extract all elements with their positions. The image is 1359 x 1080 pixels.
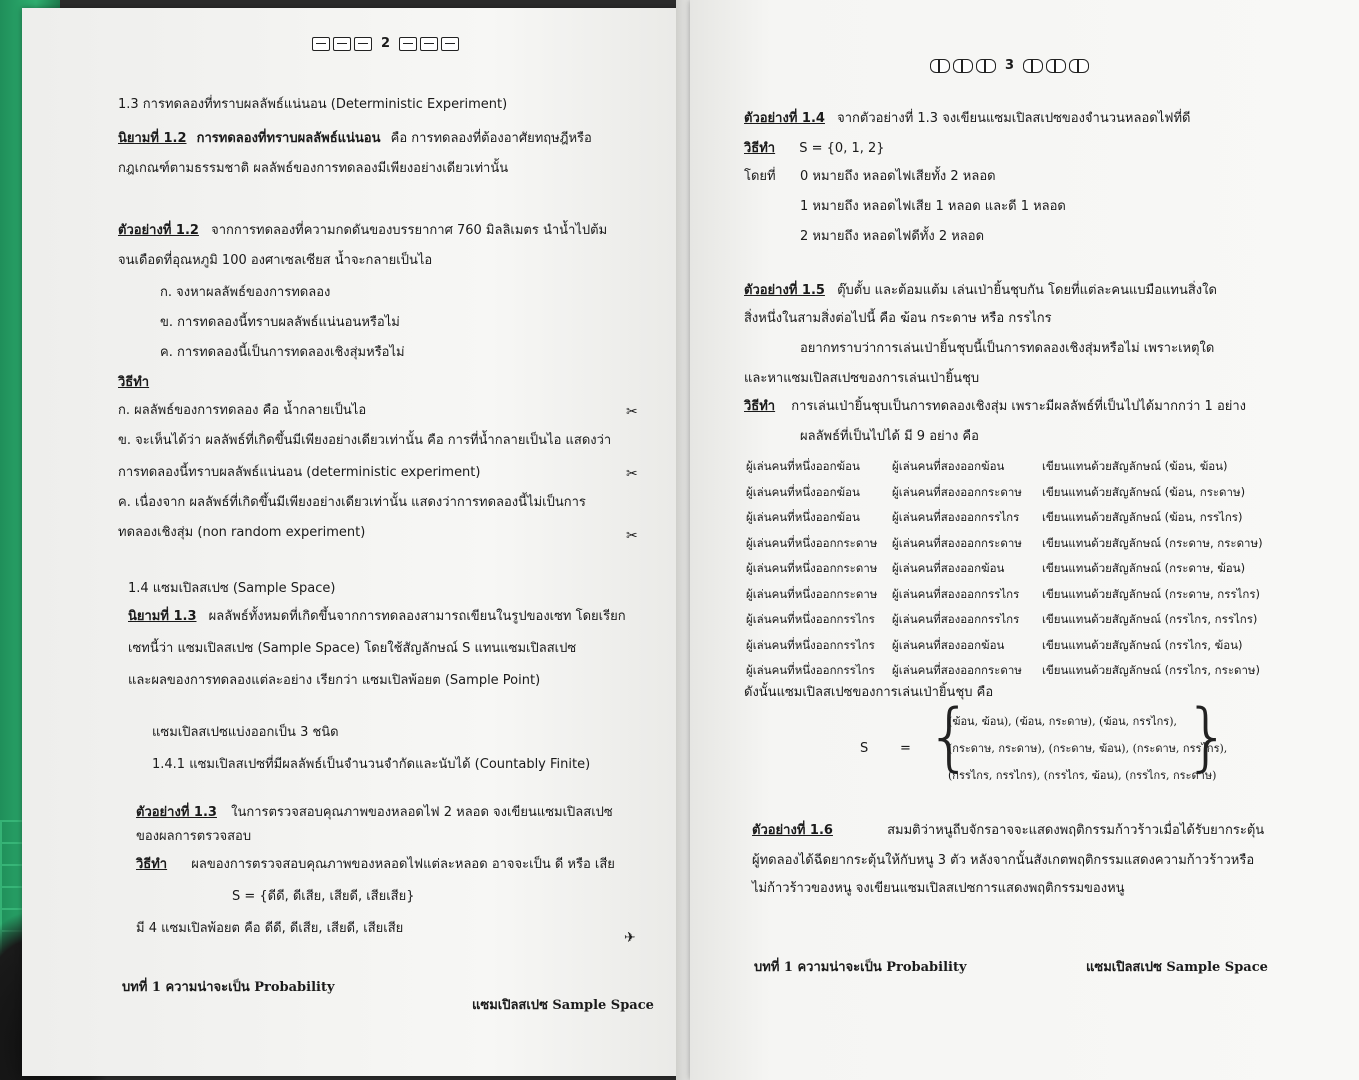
header-ornament-icon	[953, 59, 973, 73]
set-line: (กรรไกร, กรรไกร), (กรรไกร, ฆ้อน), (กรรไกร, กระดาษ)	[948, 769, 1217, 782]
sample-space-set: S = {ดีดี, ดีเสีย, เสียดี, เสียเสีย}	[232, 889, 415, 904]
player1-cell: ผู้เล่นคนที่หนึ่งออกกรรไกร	[746, 637, 875, 652]
end-mark-icon: ✈	[624, 930, 636, 946]
definition-text: กฎเกณฑ์ตามธรรมชาติ ผลลัพธ์ของการทดลองมีเพียงอย่างเดียวเท่านั้น	[118, 161, 509, 176]
symbol-cell: เขียนแทนด้วยสัญลักษณ์ (ฆ้อน, กรรไกร)	[1042, 510, 1243, 524]
example-label: ตัวอย่างที่ 1.2	[118, 223, 199, 238]
end-mark-icon: ✂	[626, 466, 638, 482]
meaning-1: 1 หมายถึง หลอดไฟเสีย 1 หลอด และดี 1 หลอด	[800, 199, 1066, 214]
symbol-cell: เขียนแทนด้วยสัญลักษณ์ (ฆ้อน, ฆ้อน)	[1042, 459, 1228, 473]
header-ornament-icon	[930, 59, 950, 73]
example-label: ตัวอย่างที่ 1.3	[136, 805, 217, 820]
definition-text: เซทนี้ว่า แซมเปิลสเปซ (Sample Space) โดยใช้สัญลักษณ์ S แทนแซมเปิลสเปซ	[128, 641, 577, 656]
solution-a: ก. ผลลัพธ์ของการทดลอง คือ น้ำกลายเป็นไอ	[118, 403, 367, 418]
solution-text: ผลลัพธ์ที่เป็นไปได้ มี 9 อย่าง คือ	[800, 429, 979, 444]
example-text: ตุ๊บตั้บ และต้อมแต้ม เล่นเป่ายิ้นชุบกัน โดยที่แต่ละคนแบมือแทนสิ่งใด	[837, 283, 1217, 298]
definition-label: นิยามที่ 1.3	[128, 609, 197, 624]
header-ornament-icon	[354, 37, 372, 51]
player1-cell: ผู้เล่นคนที่หนึ่งออกกระดาษ	[746, 586, 878, 601]
symbol-cell: เขียนแทนด้วยสัญลักษณ์ (กรรไกร, กระดาษ)	[1042, 663, 1260, 677]
example-text: สมมติว่าหนูถีบจักรอาจจะแสดงพฤติกรรมก้าวร้าวเมื่อได้รับยากระตุ้น	[887, 823, 1265, 838]
example-text: ผู้ทดลองได้ฉีดยากระตุ้นให้กับหนู 3 ตัว หลังจากนั้นสังเกตพฤติกรรมแสดงความก้าวร้าวหรือ	[752, 853, 1255, 868]
end-mark-icon: ✂	[626, 404, 638, 420]
header-ornament-icon	[420, 37, 438, 51]
definition-term: การทดลองที่ทราบผลลัพธ์แน่นอน	[196, 131, 381, 146]
player2-cell: ผู้เล่นคนที่สองออกกระดาษ	[892, 535, 1022, 550]
player2-cell: ผู้เล่นคนที่สองออกฆ้อน	[892, 561, 1005, 575]
example-text: ของผลการตรวจสอบ	[136, 829, 252, 844]
header-ornament-icon	[1069, 59, 1089, 73]
player1-cell: ผู้เล่นคนที่หนึ่งออกกระดาษ	[746, 561, 878, 575]
solution-label: วิธีทำ	[136, 857, 168, 872]
example-1-4	[744, 110, 1190, 128]
definition-text: ผลลัพธ์ทั้งหมดที่เกิดขึ้นจากการทดลองสามารถเขียนในรูปของเซท โดยเรียก	[208, 609, 626, 624]
set-label: S	[860, 741, 869, 756]
definition-1-3	[128, 608, 626, 626]
solution-1-5	[744, 398, 1246, 416]
table-row	[746, 454, 1263, 480]
right-page	[690, 0, 1359, 1080]
solution-c-cont: ทดลองเชิงสุ่ม (non random experiment)	[118, 525, 366, 540]
sample-space-types: แซมเปิลสเปซแบ่งออกเป็น 3 ชนิด	[152, 725, 339, 740]
sample-space-set: S = {0, 1, 2}	[799, 141, 885, 156]
table-row	[746, 505, 1263, 531]
example-text: จากการทดลองที่ความกดดันของบรรยากาศ 760 มิลลิเมตร นำน้ำไปต้ม	[211, 223, 608, 238]
solution-text: ผลของการตรวจสอบคุณภาพของหลอดไฟแต่ละหลอด อาจจะเป็น ดี หรือ เสีย	[191, 857, 615, 872]
table-row	[746, 633, 1263, 659]
example-1-2	[118, 222, 607, 240]
header-ornament-icon	[441, 37, 459, 51]
header-ornament-icon	[1023, 59, 1043, 73]
symbol-cell: เขียนแทนด้วยสัญลักษณ์ (กระดาษ, ฆ้อน)	[1042, 561, 1246, 575]
page-number: 3	[1005, 58, 1015, 73]
definition-text: และผลของการทดลองแต่ละอย่าง เรียกว่า แซมเปิลพ้อยต (Sample Point)	[128, 673, 541, 688]
table-row	[746, 556, 1263, 582]
question-b: ข. การทดลองนี้ทราบผลลัพธ์แน่นอนหรือไม่	[160, 315, 400, 330]
sample-point-count: มี 4 แซมเปิลพ้อยต คือ ดีดี, ดีเสีย, เสียดี, เสียเสีย	[136, 921, 404, 936]
page-number: 2	[381, 36, 391, 51]
outcome-table	[746, 454, 1263, 684]
player2-cell: ผู้เล่นคนที่สองออกกรรไกร	[892, 586, 1020, 601]
symbol-cell: เขียนแทนด้วยสัญลักษณ์ (กรรไกร, ฆ้อน)	[1042, 637, 1243, 652]
table-row	[746, 658, 1263, 684]
player1-cell: ผู้เล่นคนที่หนึ่งออกฆ้อน	[746, 459, 860, 473]
solution-label: วิธีทำ	[744, 141, 776, 156]
player1-cell: ผู้เล่นคนที่หนึ่งออกกรรไกร	[746, 663, 875, 677]
player2-cell: ผู้เล่นคนที่สองออกฆ้อน	[892, 459, 1005, 473]
example-text: ไม่ก้าวร้าวของหนู จงเขียนแซมเปิลสเปซการแสดงพฤติกรรมของหนู	[752, 881, 1125, 896]
symbol-cell: เขียนแทนด้วยสัญลักษณ์ (ฆ้อน, กระดาษ)	[1042, 484, 1246, 499]
where-label: โดยที่	[744, 169, 776, 184]
definition-1-2	[118, 130, 592, 148]
player2-cell: ผู้เล่นคนที่สองออกกระดาษ	[892, 484, 1022, 499]
solution-text: การเล่นเป่ายิ้นชุบเป็นการทดลองเชิงสุ่ม เพราะมีผลลัพธ์ที่เป็นไปได้มากกว่า 1 อย่าง	[791, 399, 1247, 414]
player1-cell: ผู้เล่นคนที่หนึ่งออกฆ้อน	[746, 484, 860, 499]
question-a: ก. จงหาผลลัพธ์ของการทดลอง	[160, 285, 331, 300]
example-label: ตัวอย่างที่ 1.4	[744, 111, 825, 126]
header-ornament-icon	[312, 37, 330, 51]
question-c: ค. การทดลองนี้เป็นการทดลองเชิงสุ่มหรือไม่	[160, 345, 405, 360]
table-row	[746, 531, 1263, 557]
solution-1-3	[136, 856, 615, 874]
definition-text: คือ การทดลองที่ต้องอาศัยทฤษฎีหรือ	[390, 131, 592, 146]
table-row	[746, 607, 1263, 633]
solution-b: ข. จะเห็นได้ว่า ผลลัพธ์ที่เกิดขึ้นมีเพียงอย่างเดียวเท่านั้น คือ การที่น้ำกลายเป็นไอ แสดงว่า	[118, 433, 612, 448]
set-equals: =	[900, 741, 911, 756]
player1-cell: ผู้เล่นคนที่หนึ่งออกฆ้อน	[746, 510, 860, 524]
left-page-header	[312, 36, 459, 51]
solution-b-cont: การทดลองนี้ทราบผลลัพธ์แน่นอน (deterministic experiment)	[118, 465, 481, 480]
example-text: และหาแซมเปิลสเปซของการเล่นเป่ายิ้นชุบ	[744, 371, 980, 386]
table-row	[746, 480, 1263, 506]
set-line: (กระดาษ, กระดาษ), (กระดาษ, ฆ้อน), (กระดาษ, กรรไกร),	[948, 742, 1228, 755]
header-ornament-icon	[1046, 59, 1066, 73]
end-mark-icon: ✂	[626, 528, 638, 544]
footer-topic: แซมเปิลสเปซ Sample Space	[1086, 960, 1268, 975]
example-label: ตัวอย่างที่ 1.6	[752, 823, 833, 838]
example-text: สิ่งหนึ่งในสามสิ่งต่อไปนี้ คือ ฆ้อน กระดาษ หรือ กรรไกร	[744, 311, 1052, 326]
right-page-header	[930, 58, 1089, 73]
example-label: ตัวอย่างที่ 1.5	[744, 283, 825, 298]
meaning-0: 0 หมายถึง หลอดไฟเสียทั้ง 2 หลอด	[800, 169, 996, 184]
therefore-text: ดังนั้นแซมเปิลสเปซของการเล่นเป่ายิ้นชุบ คือ	[744, 685, 994, 700]
solution-c: ค. เนื่องจาก ผลลัพธ์ที่เกิดขึ้นมีเพียงอย่างเดียวเท่านั้น แสดงว่าการทดลองนี้ไม่เป็นการ	[118, 495, 586, 510]
solution-1-4	[744, 140, 885, 158]
header-ornament-icon	[333, 37, 351, 51]
left-page	[22, 8, 692, 1076]
player1-cell: ผู้เล่นคนที่หนึ่งออกกรรไกร	[746, 612, 875, 626]
solution-label: วิธีทำ	[118, 375, 150, 390]
set-brace-close: }	[1184, 694, 1232, 780]
example-text: จนเดือดที่อุณหภูมิ 100 องศาเซลเซียส น้ำจะกลายเป็นไอ	[118, 253, 433, 268]
set-line: (ฆ้อน, ฆ้อน), (ฆ้อน, กระดาษ), (ฆ้อน, กรรไกร),	[948, 715, 1177, 728]
player2-cell: ผู้เล่นคนที่สองออกกรรไกร	[892, 510, 1020, 524]
header-ornament-icon	[976, 59, 996, 73]
footer-chapter: บทที่ 1 ความน่าจะเป็น Probability	[122, 980, 335, 995]
example-1-3	[136, 804, 613, 822]
section-1-4-title: 1.4 แซมเปิลสเปซ (Sample Space)	[128, 581, 336, 596]
meaning-2: 2 หมายถึง หลอดไฟดีทั้ง 2 หลอด	[800, 229, 985, 244]
footer-topic: แซมเปิลสเปซ Sample Space	[472, 998, 654, 1013]
solution-label: วิธีทำ	[744, 399, 776, 414]
header-ornament-icon	[399, 37, 417, 51]
set-brace-open: {	[926, 694, 974, 780]
player2-cell: ผู้เล่นคนที่สองออกกระดาษ	[892, 663, 1022, 677]
footer-chapter: บทที่ 1 ความน่าจะเป็น Probability	[754, 960, 967, 975]
definition-label: นิยามที่ 1.2	[118, 131, 187, 146]
player1-cell: ผู้เล่นคนที่หนึ่งออกกระดาษ	[746, 535, 878, 550]
example-text: ในการตรวจสอบคุณภาพของหลอดไฟ 2 หลอด จงเขียนแซมเปิลสเปซ	[231, 805, 613, 820]
example-text: อยากทราบว่าการเล่นเป่ายิ้นชุบนี้เป็นการทดลองเชิงสุ่มหรือไม่ เพราะเหตุใด	[800, 341, 1215, 356]
example-1-5	[744, 282, 1217, 300]
symbol-cell: เขียนแทนด้วยสัญลักษณ์ (กรรไกร, กรรไกร)	[1042, 612, 1258, 626]
player2-cell: ผู้เล่นคนที่สองออกกรรไกร	[892, 612, 1020, 626]
player2-cell: ผู้เล่นคนที่สองออกฆ้อน	[892, 637, 1005, 652]
table-row	[746, 582, 1263, 608]
symbol-cell: เขียนแทนด้วยสัญลักษณ์ (กระดาษ, กระดาษ)	[1042, 535, 1263, 550]
symbol-cell: เขียนแทนด้วยสัญลักษณ์ (กระดาษ, กรรไกร)	[1042, 586, 1260, 601]
example-1-6	[752, 822, 1264, 840]
example-text: จากตัวอย่างที่ 1.3 จงเขียนแซมเปิลสเปซของจำนวนหลอดไฟที่ดี	[837, 111, 1191, 126]
section-1-4-1-title: 1.4.1 แซมเปิลสเปซที่มีผลลัพธ์เป็นจำนวนจำกัดและนับได้ (Countably Finite)	[152, 757, 591, 772]
section-1-3-title: 1.3 การทดลองที่ทราบผลลัพธ์แน่นอน (Deterministic Experiment)	[118, 97, 508, 112]
